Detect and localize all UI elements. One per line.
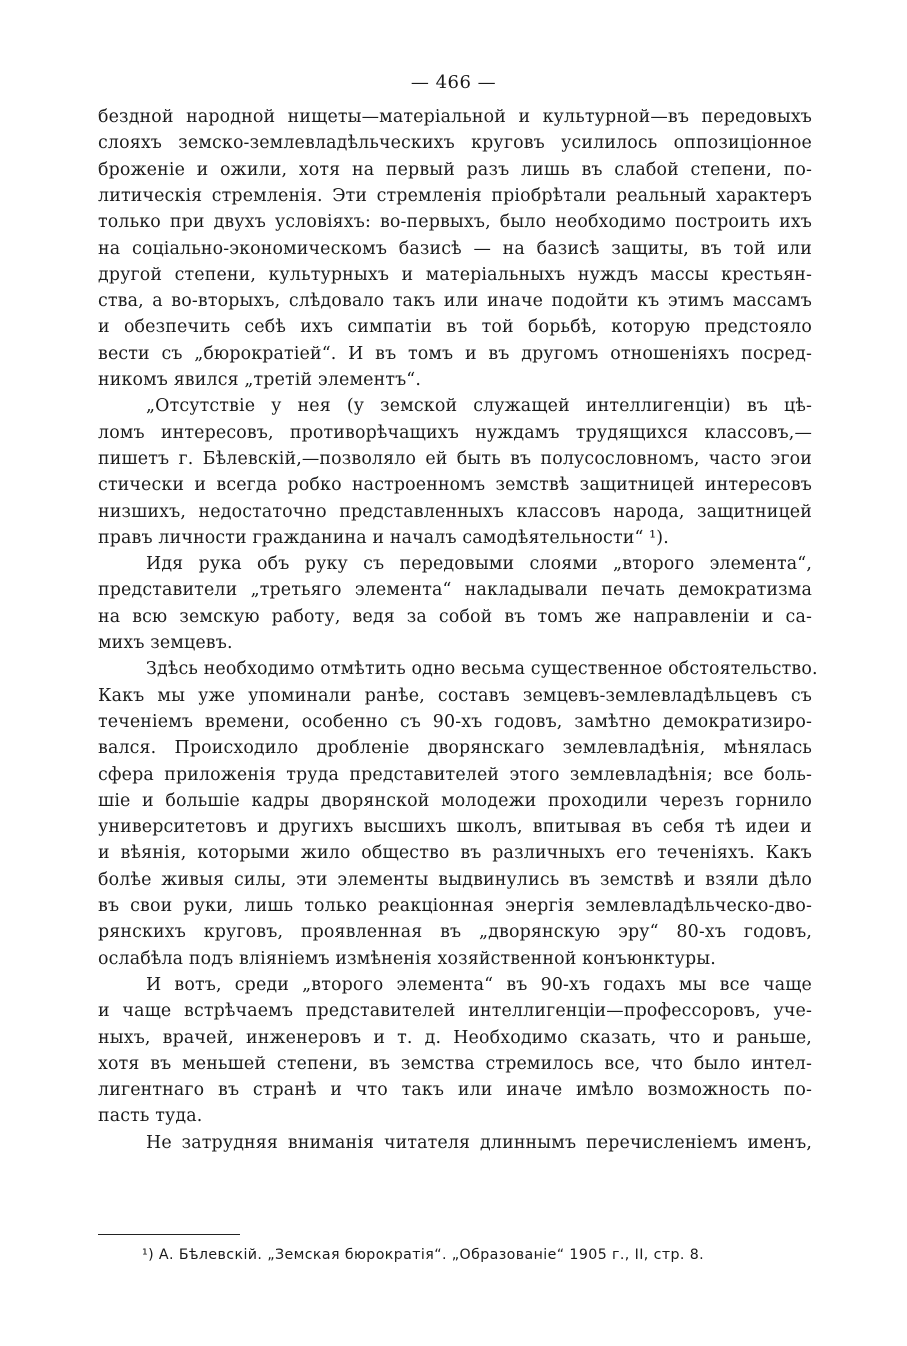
page-number: — 466 — [410,72,497,93]
text-line: ослабѣла подъ вліяніемъ измѣненія хозяйственной конъюнктуры. [98,949,716,969]
text-line: университетовъ и другихъ высшихъ школъ, впитывая въ себя тѣ идеи и [98,817,812,837]
text-line: правъ личности гражданина и началъ самодѣятельности“ ¹). [98,528,669,548]
text-line: Какъ мы уже упоминали ранѣе, составъ земцевъ-землевладѣльцевъ съ [98,686,812,706]
text-line: ныхъ, врачей, инженеровъ и т. д. Необходимо сказать, что и раньше, [98,1028,812,1048]
text-line: рянскихъ круговъ, проявленная въ „дворянскую эру“ 80-хъ годовъ, [98,922,812,942]
text-line: хотя въ меньшей степени, въ земства стремилось все, что было интел- [98,1054,812,1074]
text-line: на всю земскую работу, ведя за собой въ томъ же направленіи и са- [98,607,812,627]
text-line: лигентнаго въ странѣ и что такъ или иначе имѣло возможность по- [98,1080,812,1100]
footnote-divider [98,1234,240,1235]
text-line: литическія стремленія. Эти стремленія пріобрѣтали реальный характеръ [98,186,812,206]
text-line: на соціально-экономическомъ базисѣ — на базисѣ защиты, въ той или [98,239,812,259]
text-line: Здѣсь необходимо отмѣтить одно весьма существенное обстоятельство. [146,659,818,679]
text-line: „Отсутствіе у нея (у земской служащей интеллигенціи) въ цѣ- [146,396,812,416]
text-line: представители „третьяго элемента“ накладывали печать демократизма [98,580,812,600]
text-line: ломъ интересовъ, противорѣчащихъ нуждамъ трудящихся классовъ,— [98,423,812,443]
text-line: и вѣянія, которыми жило общество въ различныхъ его теченіяхъ. Какъ [98,843,812,863]
text-line: слояхъ земско-землевладѣльческихъ круговъ усилилось оппозиціонное [98,133,812,153]
text-line: михъ земцевъ. [98,633,233,653]
text-line: Идя рука объ руку съ передовыми слоями „второго элемента“, [146,554,812,574]
text-line: другой степени, культурныхъ и матеріальныхъ нуждъ массы крестьян- [98,265,812,285]
text-line: и обезпечить себѣ ихъ симпатіи въ той борьбѣ, которую предстояло [98,317,812,337]
text-line: Не затрудняя вниманія читателя длиннымъ перечисленіемъ именъ, [146,1133,812,1153]
text-line: теченіемъ времени, особенно съ 90-хъ годовъ, замѣтно демократизиро- [98,712,812,732]
text-line: пишетъ г. Бѣлевскій,—позволяло ей быть въ полусословномъ, часто эгои [98,449,812,469]
text-line: пасть туда. [98,1106,203,1126]
text-line: низшихъ, недостаточно представленныхъ классовъ народа, защитницей [98,502,812,522]
footnote: ¹) А. Бѣлевскій. „Земская бюрократія“. „Образованіе“ 1905 г., II, стр. 8. [142,1247,705,1263]
text-line: и чаще встрѣчаемъ представителей интеллигенціи—профессоровъ, уче- [98,1001,812,1021]
text-line: шіе и большіе кадры дворянской молодежи проходили черезъ горнило [98,791,812,811]
text-line: только при двухъ условіяхъ: во-первыхъ, было необходимо построить ихъ [98,212,812,232]
text-line: И вотъ, среди „второго элемента“ въ 90-хъ годахъ мы все чаще [146,975,812,995]
text-line: бездной народной нищеты—матеріальной и культурной—въ передовыхъ [98,107,812,127]
text-line: вался. Происходило дробленіе дворянскаго землевладѣнія, мѣнялась [98,738,812,758]
text-line: никомъ явился „третій элементъ“. [98,370,422,390]
text-line: сфера приложенія труда представителей этого землевладѣнія; все боль- [98,765,812,785]
text-line: броженіе и ожили, хотя на первый разъ лишь въ слабой степени, по- [98,160,812,180]
text-line: вести съ „бюрократіей“. И въ томъ и въ другомъ отношеніяхъ посред- [98,344,812,364]
text-line: ства, а во-вторыхъ, слѣдовало такъ или иначе подойти къ этимъ массамъ [98,291,812,311]
text-line: въ свои руки, лишь только реакціонная энергія землевладѣльческо-дво- [98,896,812,916]
text-line: стически и всегда робко настроенномъ земствѣ защитницей интересовъ [98,475,812,495]
text-line: болѣе живыя силы, эти элементы выдвинулись въ земствѣ и взяли дѣло [98,870,812,890]
